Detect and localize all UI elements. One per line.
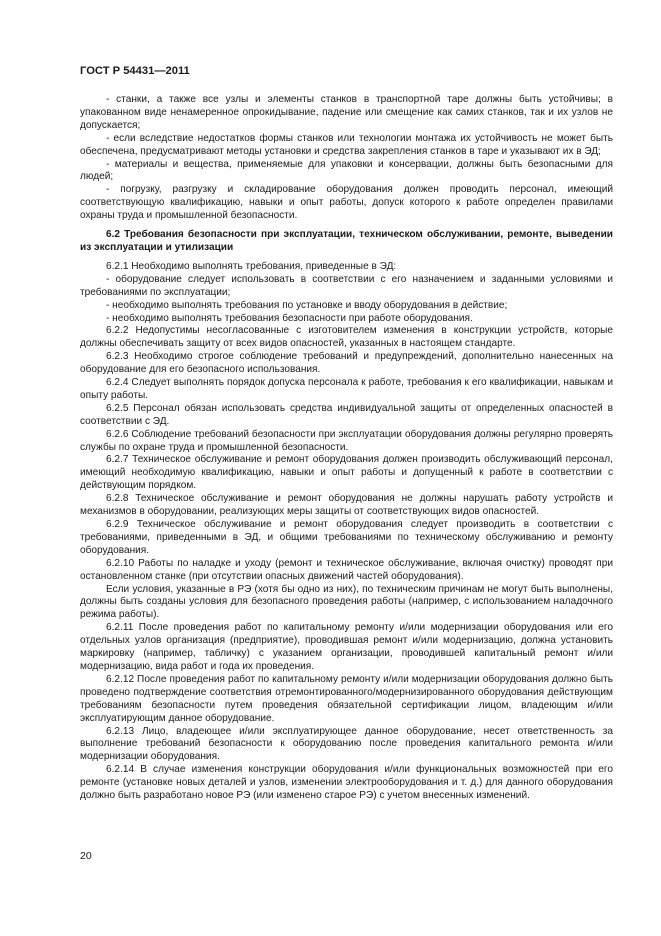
intro-list [80, 94, 613, 223]
clause-paragraph: 6.2.7 Техническое обслуживание и ремонт оборудования должен производить обслуживающий персонал, имеющий необходимую квалификацию, навыки и опыт работы и допущенный к работе в соответствии с действующим порядком. [80, 454, 613, 492]
section-body [80, 261, 613, 803]
list-item: - погрузку, разгрузку и складирование оборудования должен проводить персонал, имеющий соответствующую квалификацию, навыки и опыт работы, допуск которого к работе определен правилами охраны труда и промышленной безопасности. [80, 184, 613, 222]
clause-paragraph: 6.2.14 В случае изменения конструкции оборудования и/или функциональных возможностей при его ремонте (установке новых деталей и узлов, изменении электрооборудования и т. д.) для данного оборудования должно быть разработано новое РЭ (или изменено старое РЭ) с учетом внесенных изменений. [80, 764, 613, 802]
clause-paragraph: 6.2.1 Необходимо выполнять требования, приведенные в ЭД: [106, 260, 397, 272]
clause-paragraph: 6.2.11 После проведения работ по капитальному ремонту и/или модернизации оборудования или его отдельных узлов организация (предприятие), проводившая ремонт и/или модернизацию, должна установить маркировку (например, табличку) с указанием организации, проводившей капитальный ремонт и/или модернизацию, вида работ и года их проведения. [80, 622, 613, 672]
clause-paragraph: 6.2.2 Недопустимы несогласованные с изготовителем изменения в конструкции устройств, которые должны обеспечивать защиту от всех видов опасностей, указанных в настоящем стандарте. [80, 325, 613, 350]
section-heading: 6.2 Требования безопасности при эксплуатации, техническом обслуживании, ремонте, выведении из эксплуатации и утилизации [80, 229, 613, 253]
clause-paragraph: 6.2.12 После проведения работ по капитальному ремонту и/или модернизации оборудования должно быть проведено подтверждение соответствия отремонтированного/модернизированного оборудования действующим требованиям безопасности путем проведения обязательной сертификации лицом, владеющим и/или эксплуатирующим данное оборудование. [80, 673, 613, 724]
clause-paragraph: 6.2.10 Работы по наладке и уходу (ремонт и техническое обслуживание, включая очистку) проводят при остановленном станке (при отсутствии опасных движений частей оборудования). [80, 557, 613, 582]
clause-paragraph: Если условия, указанные в РЭ (хотя бы одно из них), по техническим причинам не могут быть выполнены, должны быть созданы условия для безопасного проведения работы (например, с использованием наладочного режима работы). [80, 583, 613, 621]
list-item: - если вследствие недостатков формы станков или технологии монтажа их устойчивость не может быть обеспечена, предусматривают методы установки и средства закрепления станков в таре и указывают их в ЭД; [80, 132, 613, 157]
clause-paragraph: - оборудование следует использовать в соответствии с его назначением и заданными условиями и требованиями по эксплуатации; [80, 273, 613, 298]
list-item: - станки, а также все узлы и элементы станков в транспортной таре должны быть устойчивы; в упакованном виде ненамеренное опрокидывание, падение или смещение как самих станков, так и их узлов не допускается; [80, 94, 613, 131]
clause-paragraph: - необходимо выполнять требования по установке и вводу оборудования в действие; [106, 299, 508, 311]
clause-paragraph: 6.2.5 Персонал обязан использовать средства индивидуальной защиты от определенных опасностей в соответствии с ЭД. [80, 402, 613, 427]
page-number: 20 [80, 850, 92, 862]
document-header: ГОСТ Р 54431—2011 [80, 65, 190, 77]
clause-paragraph: 6.2.13 Лицо, владеющее и/или эксплуатирующее данное оборудование, несет ответственность за выполнение требований безопасности к оборудованию после проведения капитального ремонта и/или модернизации оборудования. [80, 725, 613, 763]
clause-paragraph: 6.2.8 Техническое обслуживание и ремонт оборудования не должны нарушать работу устройств и механизмов в оборудовании, реализующих меры защиты от соответствующих видов опасностей. [80, 493, 613, 518]
clause-paragraph: 6.2.4 Следует выполнять порядок допуска персонала к работе, требования к его квалификации, навыкам и опыту работы. [80, 377, 613, 401]
clause-paragraph: - необходимо выполнять требования безопасности при работе оборудования. [106, 312, 473, 324]
list-item: - материалы и вещества, применяемые для упаковки и консервации, должны быть безопасными для людей; [80, 158, 613, 183]
clause-paragraph: 6.2.3 Необходимо строгое соблюдение требований и предупреждений, дополнительно нанесенных на оборудование для его безопасного использования. [80, 351, 613, 376]
clause-paragraph: 6.2.9 Техническое обслуживание и ремонт оборудования следует производить в соответствии с требованиями, приведенными в ЭД, и общими требованиями по техническому обслуживанию и ремонту оборудования. [80, 519, 613, 556]
clause-paragraph: 6.2.6 Соблюдение требований безопасности при эксплуатации оборудования должны регулярно проверять службы по охране труда и промышленной безопасности. [80, 428, 613, 453]
